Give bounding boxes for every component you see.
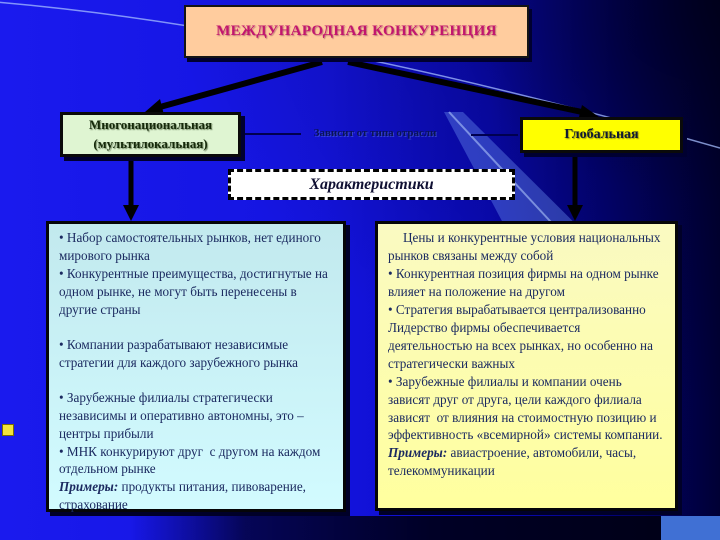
global-panel <box>375 221 678 511</box>
panel-paragraph: Лидерство фирмы обеспечивается деятельностью на всех рынках, но особенно на стратегически важных <box>388 319 657 371</box>
bullet-marker: • <box>59 389 67 405</box>
multinational-label-line2: (мультилокальная) <box>93 135 208 151</box>
panel-paragraph: • Зарубежные филиалы стратегически независимы и оперативно автономны, это – центры прибыли <box>59 389 308 441</box>
panel-paragraph: • Стратегия вырабатывается централизованно <box>388 301 646 317</box>
slide-title: МЕЖДУНАРОДНАЯ КОНКУРЕНЦИЯ <box>216 23 497 39</box>
panel-paragraph: Примеры: авиастроение, автомобили, часы, телекоммуникации <box>388 445 640 479</box>
decoration-bullet <box>2 424 14 436</box>
bottom-corner-accent <box>661 516 720 540</box>
multinational-box <box>60 112 241 157</box>
bullet-marker: • <box>59 230 67 245</box>
bullet-marker: • <box>59 443 67 459</box>
multinational-label-line1: Многонациональная <box>88 116 213 132</box>
panel-paragraph: • МНК конкурируют друг с другом на каждом отдельном рынке <box>59 443 324 477</box>
bullet-marker: • <box>59 336 67 352</box>
bullet-marker: • <box>59 265 67 281</box>
title-box <box>184 5 529 58</box>
depends-on-industry-note: Зависит от типа отрасли <box>313 127 437 139</box>
global-label: Глобальная <box>564 127 639 142</box>
panel-paragraph: • Конкурентная позиция фирмы на одном рынке влияет на положение на другом <box>388 265 662 299</box>
panel-paragraph: • Компании разрабатывают независимые стратегии для каждого зарубежного рынка <box>59 336 299 370</box>
panel-paragraph: • Зарубежные филиалы и компании очень зависят друг от друга, цели каждого филиала зависят от влияния на стоимостную позицию и эффективность «всемирной» системы компании. <box>388 373 663 443</box>
panel-paragraph: Цены и конкурентные условия национальных рынков связаны между собой <box>388 230 664 263</box>
panel-paragraph: Примеры: продукты питания, пивоварение, страхование <box>59 479 310 513</box>
examples-lead: Примеры: <box>388 445 448 461</box>
bullet-marker: • <box>388 373 396 389</box>
panel-paragraph: • Набор самостоятельных рынков, нет единого мирового рынка <box>59 230 325 263</box>
multinational-panel <box>46 221 346 512</box>
examples-lead: Примеры: <box>59 479 119 495</box>
panel-paragraph: • Конкурентные преимущества, достигнутые на одном рынке, не могут быть перенесены в другие страны <box>59 265 332 317</box>
bottom-bar <box>0 516 720 540</box>
global-box <box>520 117 683 153</box>
characteristics-box <box>228 169 515 200</box>
bullet-marker: • <box>388 301 396 317</box>
bullet-marker: • <box>388 265 396 281</box>
characteristics-label: Характеристики <box>309 175 434 193</box>
